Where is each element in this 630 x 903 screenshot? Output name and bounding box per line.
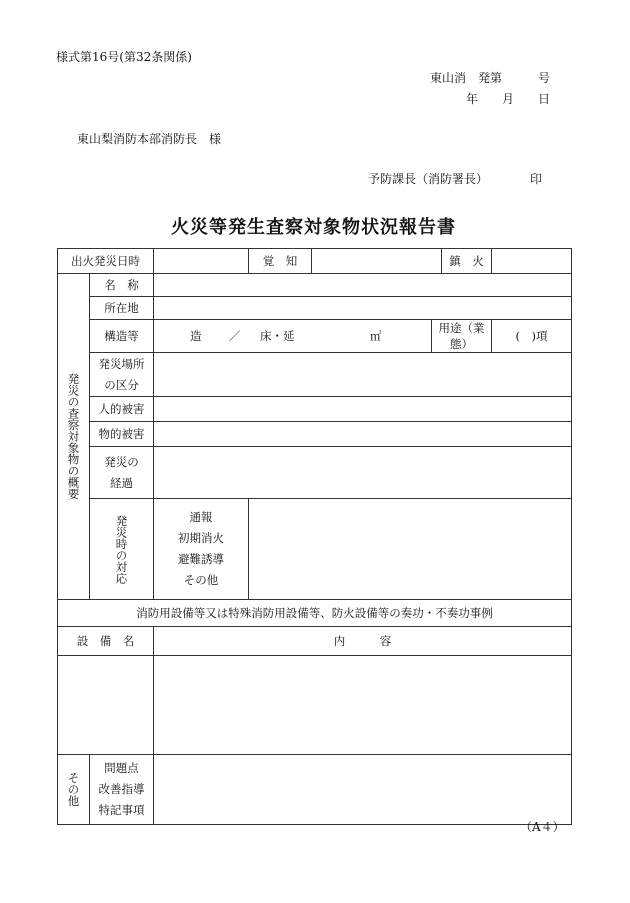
- response-item: その他: [183, 573, 219, 587]
- place-label: [90, 353, 154, 397]
- use-label: 用途（業態）: [432, 320, 492, 353]
- sender: 予防課長（消防署長）: [368, 172, 489, 186]
- content-heading: 内 容: [154, 627, 572, 656]
- structure-floor: 床・延: [260, 329, 295, 343]
- name-field[interactable]: [154, 274, 572, 297]
- use-item: ( )項: [492, 320, 572, 353]
- seal-mark: 印: [530, 172, 543, 186]
- structure-label: 構造等: [90, 320, 154, 353]
- response-item: 通報: [189, 510, 213, 524]
- addressee: 東山梨消防本部消防長 様: [77, 132, 222, 146]
- place-field[interactable]: [154, 353, 572, 397]
- document-title: 火災等発生査察対象物状況報告書: [171, 217, 456, 238]
- property-damage-field[interactable]: [154, 422, 572, 447]
- equipment-case-heading: 消防用設備等又は特殊消防用設備等、防火設備等の奏功・不奏功事例: [58, 600, 572, 627]
- response-label-cell: [90, 499, 154, 600]
- other-label-cell: [58, 755, 90, 825]
- structure-field[interactable]: [154, 320, 432, 353]
- extinguished-label: 鎮 火: [442, 249, 492, 274]
- course-label-1: 発災の: [104, 454, 139, 469]
- equipment-name-heading: 設 備 名: [58, 627, 154, 656]
- fire-datetime-field[interactable]: [154, 249, 249, 274]
- structure-slash: ／: [229, 329, 241, 343]
- other-field[interactable]: [154, 755, 572, 825]
- form-number: 様式第16号(第32条関係): [56, 50, 192, 64]
- course-label-2: 経過: [110, 475, 133, 490]
- detected-field[interactable]: [312, 249, 442, 274]
- human-damage-label: 人的被害: [90, 397, 154, 422]
- response-item: 避難誘導: [178, 552, 224, 566]
- overview-label-cell: [58, 274, 90, 600]
- document-number: 東山消 発第 号: [430, 71, 551, 85]
- course-label: [90, 447, 154, 499]
- other-item: 改善指導: [98, 782, 145, 796]
- other-items: [90, 755, 154, 825]
- content-field[interactable]: [154, 656, 572, 755]
- other-item: 特記事項: [98, 803, 145, 817]
- fire-datetime-label: 出火発災日時: [58, 249, 154, 274]
- extinguished-field[interactable]: [492, 249, 572, 274]
- human-damage-field[interactable]: [154, 397, 572, 422]
- property-damage-label: 物的被害: [90, 422, 154, 447]
- other-label: その他: [66, 772, 81, 807]
- structure-unit: ㎡: [370, 329, 382, 343]
- document-date: 年 月 日: [466, 92, 551, 106]
- structure-zou: 造: [190, 329, 202, 343]
- response-label: 発災時の対応: [114, 514, 129, 584]
- place-label-2: の区分: [104, 377, 139, 392]
- response-item: 初期消火: [178, 531, 224, 545]
- address-field[interactable]: [154, 297, 572, 320]
- response-items: [154, 499, 249, 600]
- detected-label: 覚 知: [249, 249, 312, 274]
- paper-size: （A４）: [520, 820, 565, 834]
- address-label: 所在地: [90, 297, 154, 320]
- overview-label: 発災の査察対象物の概要: [66, 373, 81, 500]
- place-label-1: 発災場所: [98, 356, 145, 371]
- response-field[interactable]: [249, 499, 572, 600]
- name-label: 名 称: [90, 274, 154, 297]
- other-item: 問題点: [104, 761, 139, 775]
- report-table: [57, 248, 572, 825]
- course-field[interactable]: [154, 447, 572, 499]
- equipment-name-field[interactable]: [58, 656, 154, 755]
